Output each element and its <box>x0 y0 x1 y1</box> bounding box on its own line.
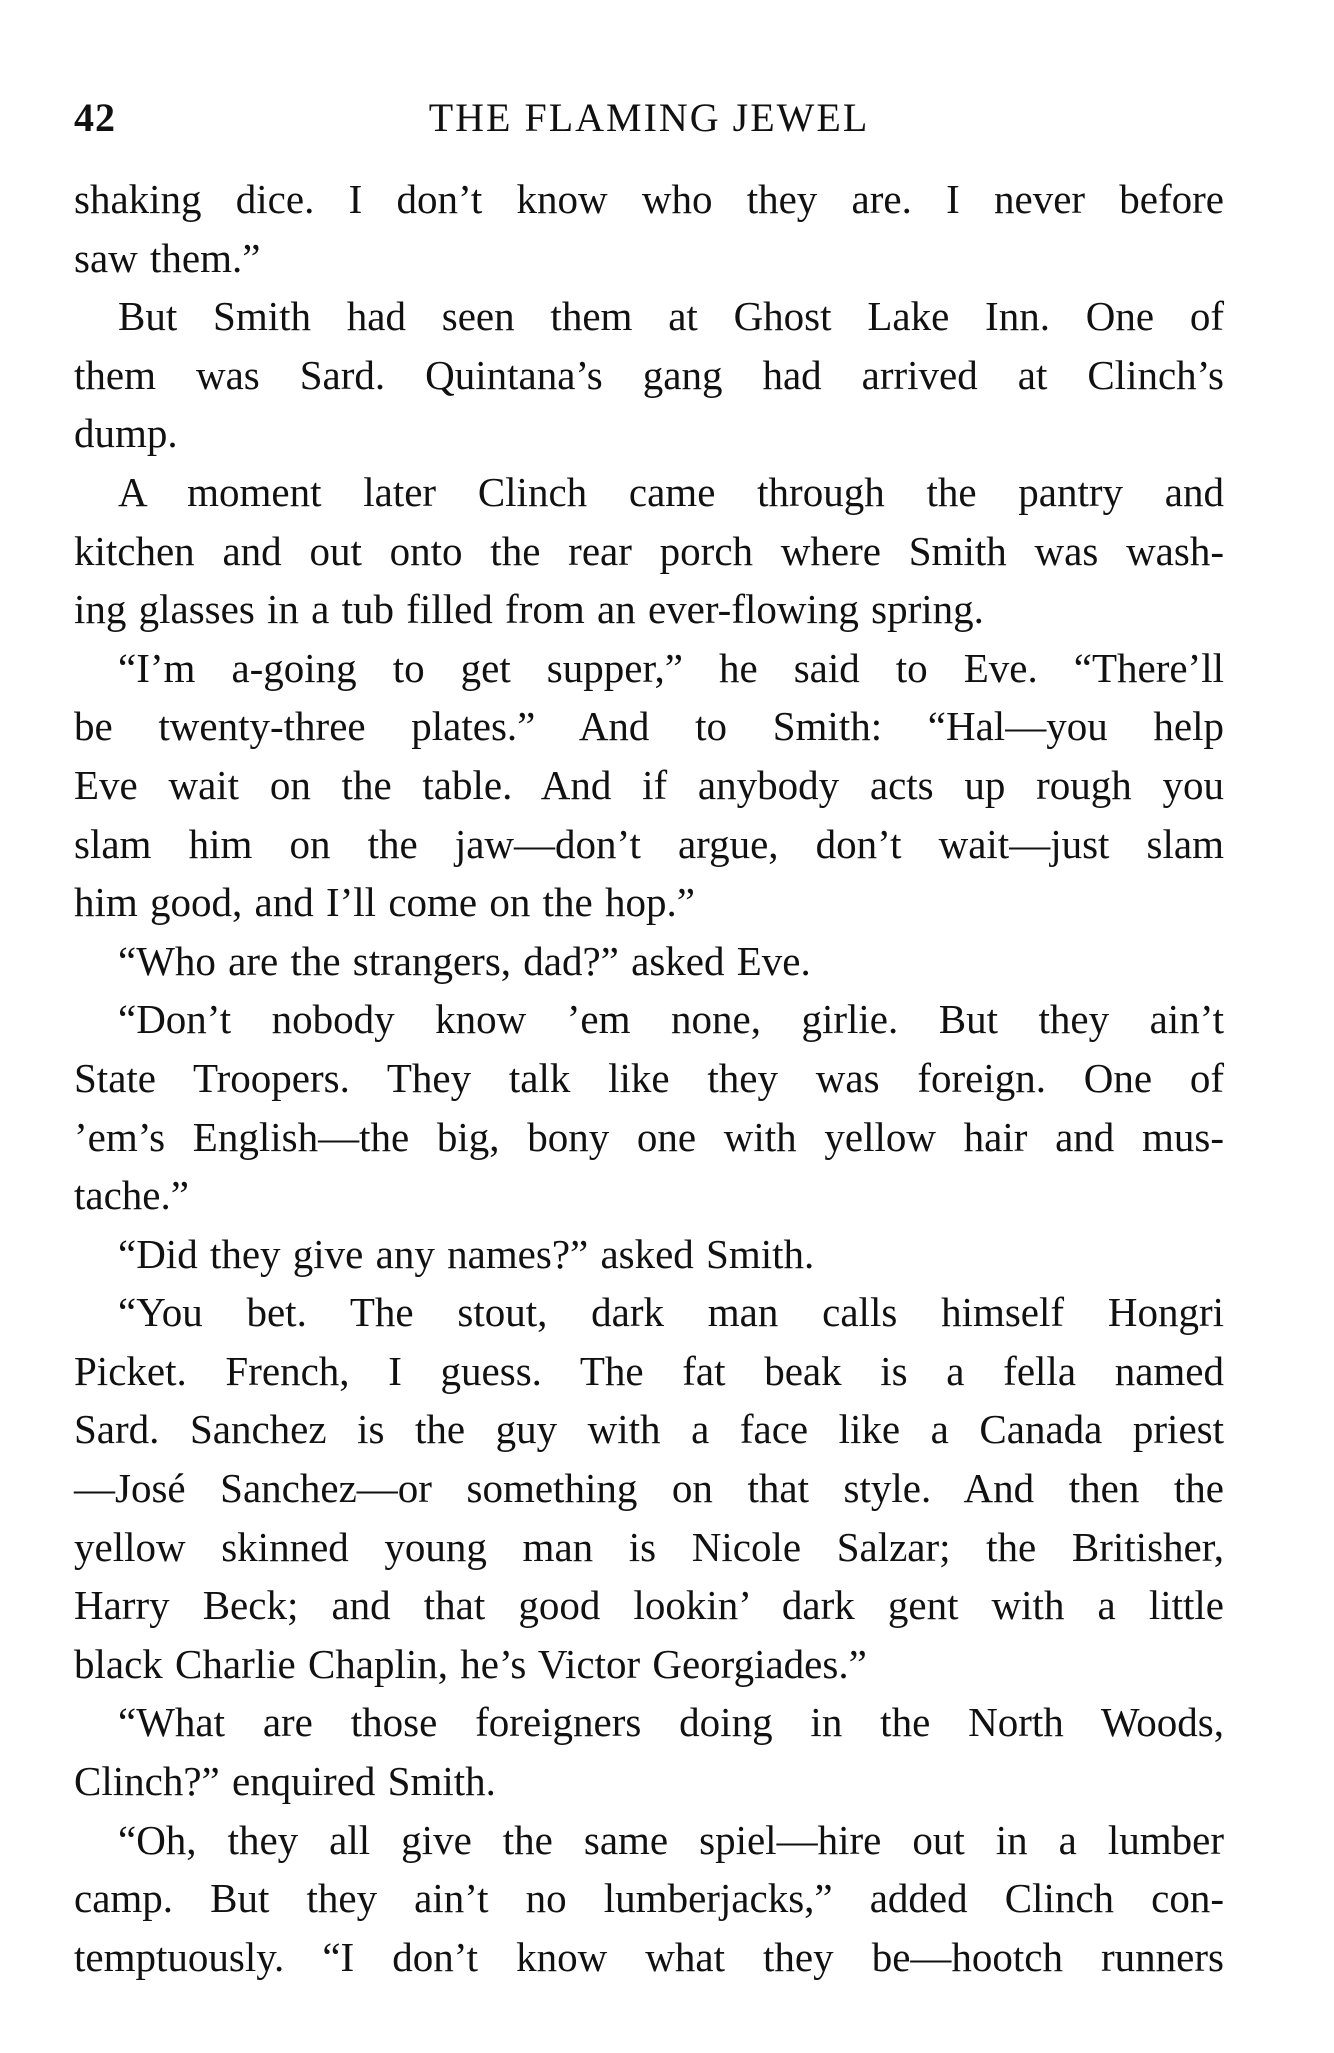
running-title: THE FLAMING JEWEL <box>428 95 870 140</box>
text-line: State Troopers. They talk like they was foreign. One of <box>74 1054 1224 1101</box>
text-line: him good, and I’ll come on the hop.” <box>74 879 695 926</box>
text-line: “Did they give any names?” asked Smith. <box>118 1230 815 1277</box>
text-line: black Charlie Chaplin, he’s Victor Georgiades.” <box>74 1640 867 1687</box>
text-line: saw them.” <box>74 234 261 281</box>
text-line: —José Sanchez—or something on that style. And then the <box>74 1465 1224 1512</box>
body-text <box>74 170 1224 1986</box>
text-line: Sard. Sanchez is the guy with a face like a Canada priest <box>74 1406 1224 1453</box>
text-line: Eve wait on the table. And if anybody acts up rough you <box>74 761 1224 808</box>
text-line: ing glasses in a tub filled from an ever-flowing spring. <box>74 586 984 633</box>
text-line: A moment later Clinch came through the pantry and <box>118 468 1224 515</box>
text-line: Picket. French, I guess. The fat beak is a fella named <box>74 1347 1224 1394</box>
text-line: tache.” <box>74 1172 189 1219</box>
text-line: “Who are the strangers, dad?” asked Eve. <box>118 937 811 984</box>
text-line: Clinch?” enquired Smith. <box>74 1758 496 1805</box>
text-line: camp. But they ain’t no lumberjacks,” added Clinch con- <box>74 1875 1224 1922</box>
text-line: “What are those foreigners doing in the North Woods, <box>118 1699 1224 1746</box>
text-line: ’em’s English—the big, bony one with yellow hair and mus- <box>74 1113 1224 1160</box>
text-line: “Don’t nobody know ’em none, girlie. But they ain’t <box>118 996 1224 1043</box>
text-line: But Smith had seen them at Ghost Lake Inn. One of <box>118 293 1224 340</box>
text-line: Harry Beck; and that good lookin’ dark gent with a little <box>74 1582 1224 1629</box>
page-header <box>74 94 1224 150</box>
text-line: “You bet. The stout, dark man calls himself Hongri <box>118 1289 1224 1336</box>
text-line: them was Sard. Quintana’s gang had arrived at Clinch’s <box>74 351 1224 398</box>
text-line: yellow skinned young man is Nicole Salzar; the Britisher, <box>74 1523 1224 1570</box>
page-number: 42 <box>74 95 116 140</box>
text-line: “I’m a-going to get supper,” he said to Eve. “There’ll <box>118 644 1224 691</box>
text-line: “Oh, they all give the same spiel—hire out in a lumber <box>118 1816 1224 1863</box>
text-line: slam him on the jaw—don’t argue, don’t wait—just slam <box>74 820 1224 867</box>
text-line: kitchen and out onto the rear porch where Smith was wash- <box>74 527 1224 574</box>
text-line: shaking dice. I don’t know who they are. I never before <box>74 176 1224 222</box>
text-line: dump. <box>74 410 178 457</box>
text-line: temptuously. “I don’t know what they be—hootch runners <box>74 1933 1224 1980</box>
text-line: be twenty-three plates.” And to Smith: “Hal—you help <box>74 703 1224 750</box>
